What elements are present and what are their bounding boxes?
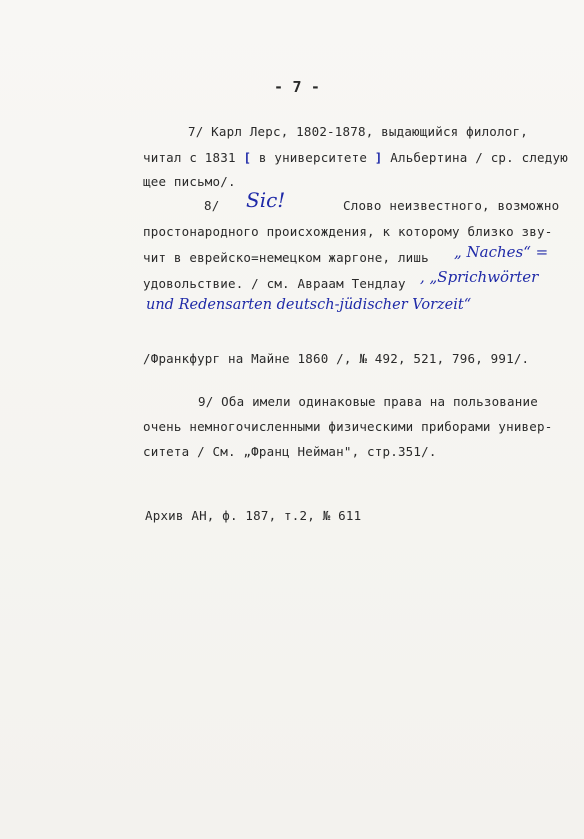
editorial-bracket-close: ]: [374, 150, 383, 165]
note-9-line-1: 9/ Оба имели одинаковые права на пользование: [198, 394, 538, 409]
note-8-line-2: простонародного происхождения, к которому близко зву-: [143, 224, 553, 239]
note-8-line-3-pre: чит в еврейско=немецком жаргоне, лишь: [143, 250, 429, 265]
note-8-label: 8/: [204, 198, 220, 213]
note-7-line-2-post: Альбертина / ср. следую: [382, 150, 568, 165]
note-7-line-3: щее письмо/.: [143, 174, 236, 189]
sprichworter-annotation: , „Sprichwörter: [420, 268, 539, 286]
editorial-bracket-open: [: [243, 150, 252, 165]
note-9-line-2: очень немногочисленными физическими приборами универ-: [143, 419, 553, 434]
note-7-line-2-mid: в университете: [251, 150, 375, 165]
note-9-line-3: ситета / См. „Франц Нейман", стр.351/.: [143, 444, 437, 459]
redensarten-annotation: und Redensarten deutsch-jüdischer Vorzeit“: [146, 297, 472, 313]
naches-annotation: „ Naches“ =: [454, 243, 549, 261]
note-8-line-4: [143, 276, 406, 291]
note-7-line-2-pre: читал с 1831: [143, 150, 244, 165]
sic-annotation: Sic!: [246, 188, 286, 212]
archive-reference: Архив АН, ф. 187, т.2, № 611: [145, 508, 362, 523]
note-8-line-6: /Франкфург на Майне 1860 /, № 492, 521, 796, 991/.: [143, 351, 530, 366]
note-8-line-1: Слово неизвестного, возможно: [343, 198, 560, 213]
note-7-line-2: [143, 150, 568, 165]
note-8-line-4-pre: удовольствие. / см. Авраам Тендлау: [143, 276, 406, 291]
note-7-line-1: 7/ Карл Лерс, 1802-1878, выдающийся филолог,: [188, 124, 528, 139]
page-number: - 7 -: [274, 78, 321, 96]
note-8-line-3: [143, 250, 429, 265]
